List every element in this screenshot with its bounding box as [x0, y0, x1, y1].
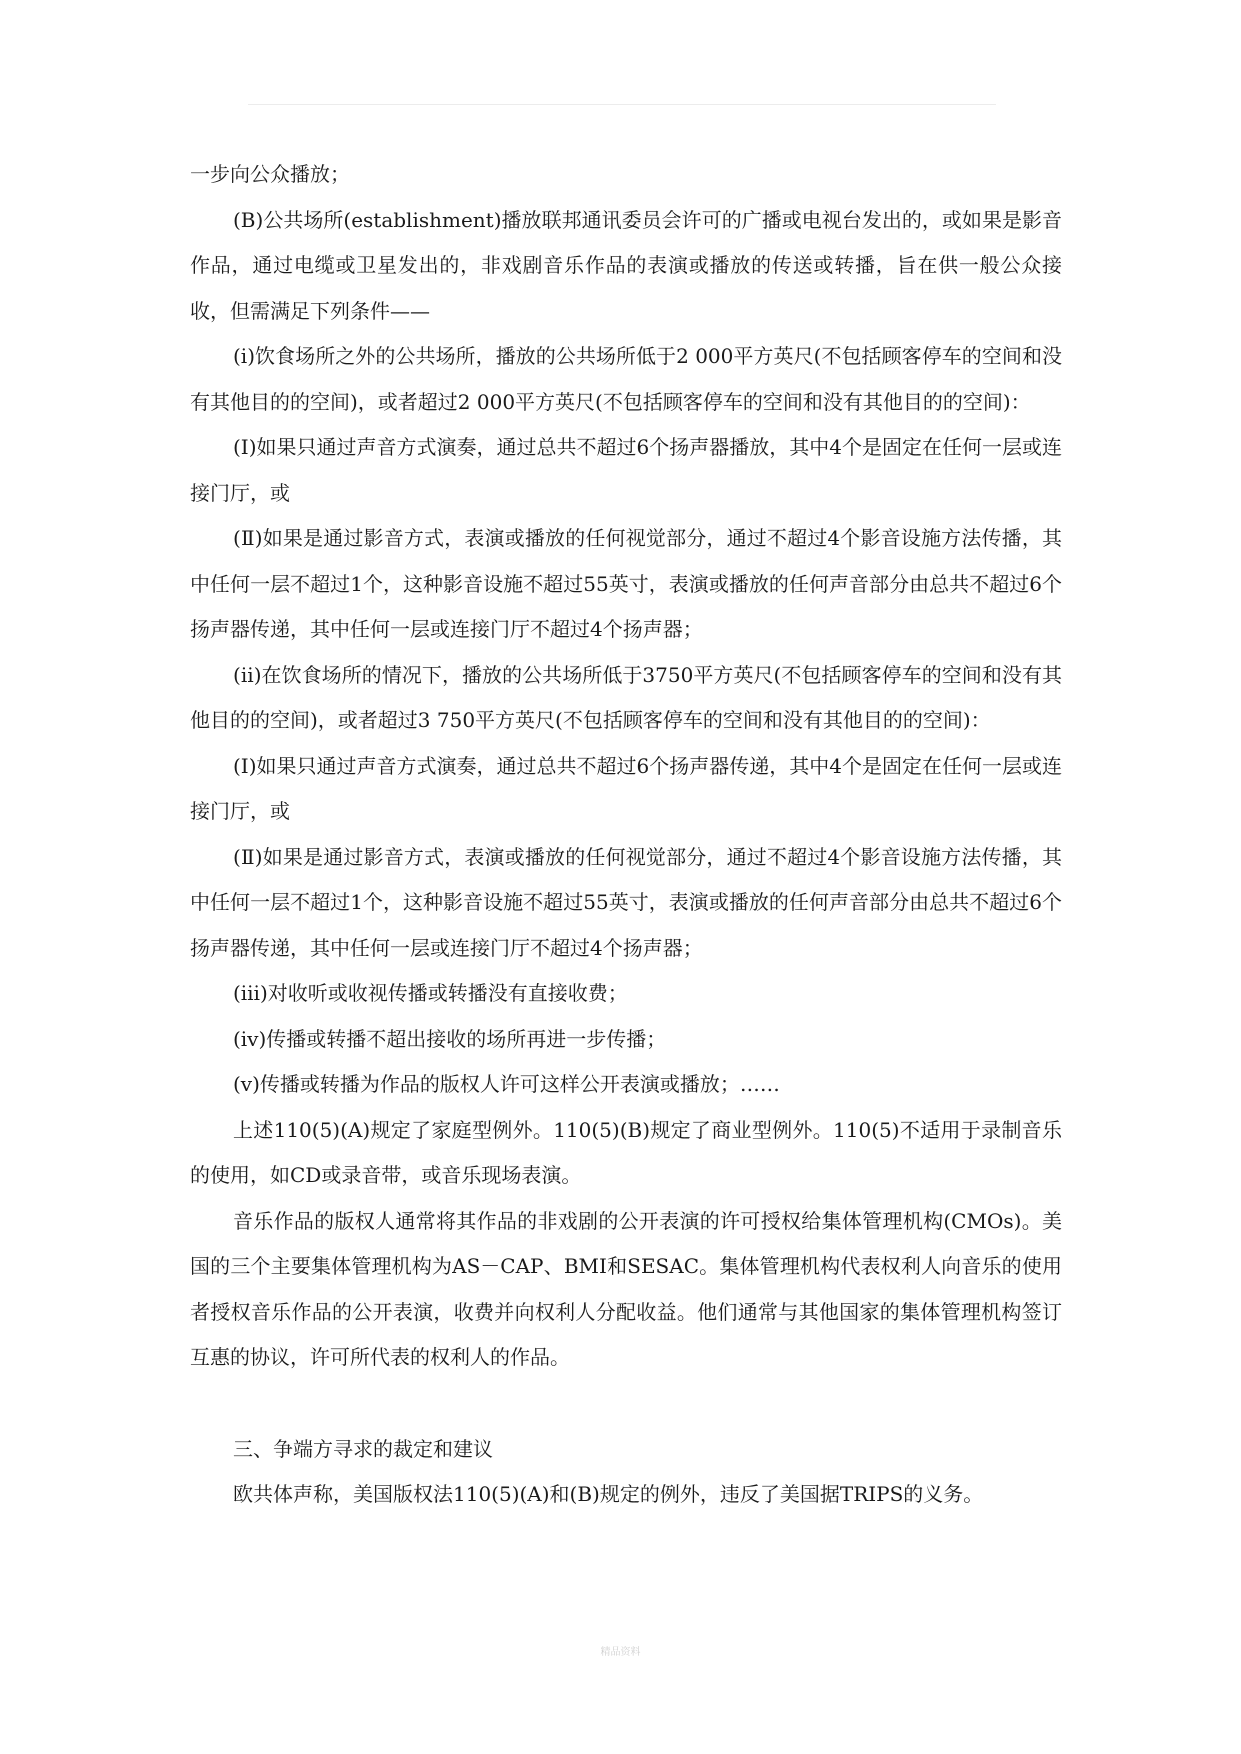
paragraph-clause-v: (v)传播或转播为作品的版权人许可这样公开表演或播放；…… — [233, 1072, 780, 1096]
paragraph-clause-iv: (ⅳ)传播或转播不超出接收的场所再进一步传播； — [233, 1026, 667, 1051]
paragraph-exceptions-summary: 上述110(5)(A)规定了家庭型例外。110(5)(B)规定了商业型例外。110(5)不适用于录制音乐的使用，如CD或录音带，或音乐现场表演。 — [190, 1117, 1062, 1187]
paragraph-cmos: 音乐作品的版权人通常将其作品的非戏剧的公开表演的许可授权给集体管理机构(CMOs)。美国的三个主要集体管理机构为AS－CAP、BMI和SESAC。集体管理机构代表权利人向音乐的使用者授权音乐作品的公开表演，收费并向权利人分配收益。他们通常与其他国家的集体管理机构签订互惠的协议，许可所代表的权利人的作品。 — [190, 1208, 1062, 1369]
header-rule — [248, 104, 996, 105]
paragraph-clause-ii: (ⅱ)在饮食场所的情况下，播放的公共场所低于3750平方英尺(不包括顾客停车的空间和没有其他目的的空间)，或者超过3 750平方英尺(不包括顾客停车的空间和没有其他目的的空间)： — [190, 662, 1062, 732]
document-body — [190, 152, 1062, 1518]
footer-watermark: 精品资料 — [600, 1647, 641, 1658]
section-gap — [190, 1381, 1062, 1427]
paragraph-continuation: 一步向公众播放； — [190, 162, 350, 186]
paragraph-clause-ii-I: (I)如果只通过声音方式演奏，通过总共不超过6个扬声器传递，其中4个是固定在任何一层或连接门厅，或 — [190, 753, 1062, 823]
paragraph-clause-iii: (ⅲ)对收听或收视传播或转播没有直接收费； — [233, 981, 628, 1005]
paragraph-clause-i-II: (Ⅱ)如果是通过影音方式，表演或播放的任何视觉部分，通过不超过4个影音设施方法传播，其中任何一层不超过1个，这种影音设施不超过55英寸，表演或播放的任何声音部分由总共不超过6个扬声器传递，其中任何一层或连接门厅不超过4个扬声器； — [190, 526, 1062, 641]
paragraph-clause-i: (i)饮食场所之外的公共场所，播放的公共场所低于2 000平方英尺(不包括顾客停车的空间和没有其他目的的空间)，或者超过2 000平方英尺(不包括顾客停车的空间和没有其他目的的空间)： — [190, 344, 1062, 414]
paragraph-clause-i-I: (I)如果只通过声音方式演奏，通过总共不超过6个扬声器播放，其中4个是固定在任何一层或连接门厅，或 — [190, 435, 1062, 505]
paragraph-clause-ii-II: (Ⅱ)如果是通过影音方式，表演或播放的任何视觉部分，通过不超过4个影音设施方法传播，其中任何一层不超过1个，这种影音设施不超过55英寸，表演或播放的任何声音部分由总共不超过6个扬声器传递，其中任何一层或连接门厅不超过4个扬声器； — [190, 844, 1062, 960]
paragraph-clause-b: (B)公共场所(establishment)播放联邦通讯委员会许可的广播或电视台发出的，或如果是影音作品，通过电缆或卫星发出的，非戏剧音乐作品的表演或播放的传送或转播，旨在供一般公众接收，但需满足下列条件—— — [190, 207, 1062, 323]
section-heading: 三、争端方寻求的裁定和建议 — [233, 1436, 493, 1461]
paragraph-ec-claim: 欧共体声称，美国版权法110(5)(A)和(B)规定的例外，违反了美国据TRIPS的义务。 — [233, 1482, 984, 1506]
